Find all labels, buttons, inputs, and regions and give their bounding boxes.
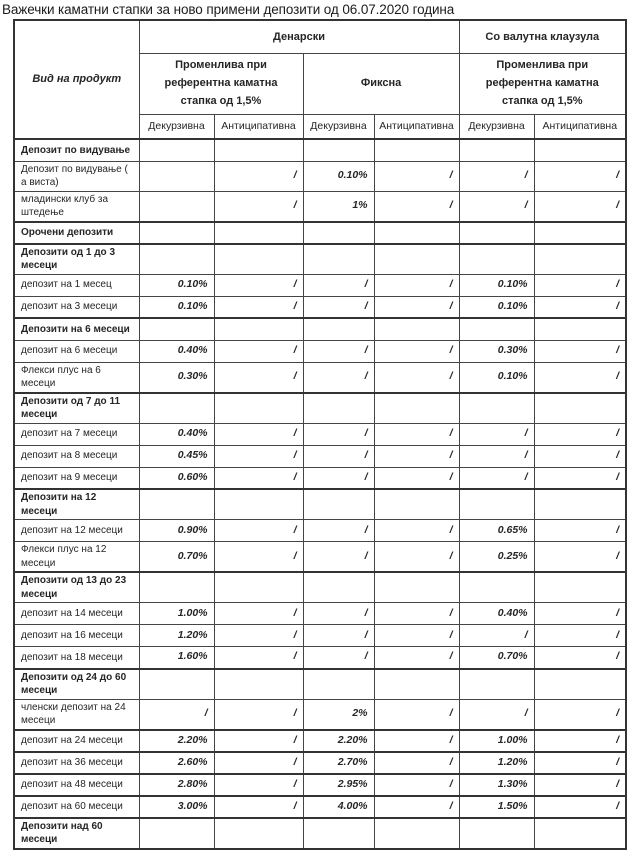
rate-cell: / (534, 796, 626, 818)
rate-cell (214, 669, 303, 700)
product-label: депозит на 24 месеци (14, 730, 139, 752)
section-label: Депозити од 24 до 60 месеци (14, 669, 139, 700)
rate-cell: / (303, 625, 374, 647)
section-row (14, 222, 626, 244)
rate-cell (214, 489, 303, 520)
rate-cell: / (534, 603, 626, 625)
rate-cell (139, 191, 214, 222)
rate-cell: / (459, 467, 534, 489)
rate-cell: 0.40% (139, 423, 214, 445)
rate-cell (459, 669, 534, 700)
rate-cell: / (374, 752, 459, 774)
rate-cell: / (214, 296, 303, 318)
product-label: депозит на 6 месеци (14, 340, 139, 362)
rate-cell (534, 222, 626, 244)
rate-cell: 3.00% (139, 796, 214, 818)
rate-cell (534, 139, 626, 161)
rate-cell: / (534, 274, 626, 296)
rate-cell: / (303, 274, 374, 296)
table-row (14, 647, 626, 669)
table-row (14, 362, 626, 393)
rate-cell: / (374, 796, 459, 818)
subgroup-header-variable-currency: Променлива при референтна каматна стапка од 1,5% (459, 54, 626, 115)
table-row (14, 296, 626, 318)
rate-cell: / (214, 362, 303, 393)
table-row (14, 191, 626, 222)
rate-cell: 1% (303, 191, 374, 222)
page-title: Важечки каматни стапки за ново примени депозити од 06.07.2020 година (2, 2, 455, 17)
product-label: депозит на 8 месеци (14, 445, 139, 467)
section-row (14, 244, 626, 275)
rate-cell: 0.40% (459, 603, 534, 625)
product-label: депозит на 18 месеци (14, 647, 139, 669)
section-label: Депозити на 12 месеци (14, 489, 139, 520)
section-label: Депозити од 13 до 23 месеци (14, 572, 139, 603)
rate-cell (459, 139, 534, 161)
rate-cell: 2.80% (139, 774, 214, 796)
rate-cell: / (303, 603, 374, 625)
rate-cell: / (374, 699, 459, 730)
rate-cell (374, 818, 459, 849)
rate-cell: 2.70% (303, 752, 374, 774)
product-label: депозит на 1 месец (14, 274, 139, 296)
rate-cell: / (303, 467, 374, 489)
rate-cell: / (534, 774, 626, 796)
rate-cell (214, 222, 303, 244)
rate-cell: 1.50% (459, 796, 534, 818)
rate-cell: 0.10% (459, 362, 534, 393)
rate-cell (303, 669, 374, 700)
table-row (14, 520, 626, 542)
product-column-header: Вид на продукт (14, 20, 139, 139)
rate-table-body (14, 139, 626, 849)
rate-cell (374, 393, 459, 424)
rate-cell: / (214, 752, 303, 774)
rate-cell: / (374, 362, 459, 393)
rate-cell: 0.70% (459, 647, 534, 669)
rate-cell: / (214, 445, 303, 467)
rate-cell (374, 669, 459, 700)
rate-cell: / (534, 542, 626, 573)
rate-cell (139, 393, 214, 424)
product-label: Флекси плус на 6 месеци (14, 362, 139, 393)
rate-cell: 0.60% (139, 467, 214, 489)
table-row (14, 774, 626, 796)
rate-cell: / (374, 340, 459, 362)
rate-cell: / (214, 699, 303, 730)
group-header-row (14, 20, 626, 54)
rate-cell: / (374, 542, 459, 573)
rate-cell: / (214, 423, 303, 445)
product-label: Флекси плус на 12 месеци (14, 542, 139, 573)
rate-cell: 0.65% (459, 520, 534, 542)
section-row (14, 318, 626, 340)
rate-cell: 1.00% (139, 603, 214, 625)
rate-cell (214, 139, 303, 161)
rate-cell (303, 572, 374, 603)
rate-cell: / (459, 423, 534, 445)
rate-cell (459, 244, 534, 275)
rate-cell: / (214, 520, 303, 542)
rate-cell: / (303, 296, 374, 318)
rate-cell: 0.10% (303, 161, 374, 191)
rate-cell: / (534, 296, 626, 318)
rate-cell (139, 318, 214, 340)
rate-cell: / (459, 699, 534, 730)
rate-cell (139, 572, 214, 603)
rate-cell (214, 818, 303, 849)
rate-cell (374, 139, 459, 161)
rate-cell (374, 244, 459, 275)
rate-cell: / (303, 647, 374, 669)
table-row (14, 603, 626, 625)
rate-type-header: Декурзивна (303, 115, 374, 140)
rate-cell: 2% (303, 699, 374, 730)
section-row (14, 489, 626, 520)
section-row (14, 572, 626, 603)
rate-cell (139, 222, 214, 244)
rate-cell (534, 318, 626, 340)
group-header-denar: Денарски (139, 20, 459, 54)
rate-cell: / (459, 161, 534, 191)
rate-cell: / (374, 520, 459, 542)
rate-cell: 2.20% (303, 730, 374, 752)
rate-cell: / (459, 445, 534, 467)
rate-cell: / (214, 161, 303, 191)
rate-cell (374, 318, 459, 340)
rate-type-header: Антиципативна (374, 115, 459, 140)
rate-cell (139, 818, 214, 849)
table-row (14, 340, 626, 362)
rate-cell: / (214, 467, 303, 489)
rate-cell: 4.00% (303, 796, 374, 818)
rate-cell (534, 244, 626, 275)
table-row (14, 625, 626, 647)
interest-rates-table (13, 19, 627, 850)
rate-cell (459, 572, 534, 603)
rate-type-header: Антиципативна (534, 115, 626, 140)
rate-cell: / (534, 362, 626, 393)
table-row (14, 752, 626, 774)
rate-cell (303, 318, 374, 340)
rate-cell (459, 393, 534, 424)
rate-cell: / (374, 603, 459, 625)
rate-cell (214, 318, 303, 340)
rate-cell: / (214, 647, 303, 669)
rate-cell (374, 489, 459, 520)
table-row (14, 796, 626, 818)
product-label: депозит на 16 месеци (14, 625, 139, 647)
group-header-currency-clause: Со валутна клаузула (459, 20, 626, 54)
rate-cell (534, 393, 626, 424)
rate-cell (139, 244, 214, 275)
rate-cell: / (214, 191, 303, 222)
rate-cell: / (214, 340, 303, 362)
product-label: депозит на 36 месеци (14, 752, 139, 774)
rate-cell (534, 572, 626, 603)
rate-cell: 2.20% (139, 730, 214, 752)
rate-cell: / (374, 423, 459, 445)
table-row (14, 423, 626, 445)
product-label: депозит на 14 месеци (14, 603, 139, 625)
rate-cell: 2.60% (139, 752, 214, 774)
table-row (14, 730, 626, 752)
rate-cell (139, 139, 214, 161)
rate-cell (139, 669, 214, 700)
rate-cell: 0.10% (139, 296, 214, 318)
rate-cell: / (534, 467, 626, 489)
section-row (14, 818, 626, 849)
rate-cell: / (534, 647, 626, 669)
rate-cell (303, 393, 374, 424)
rate-cell (303, 139, 374, 161)
rate-cell: 0.45% (139, 445, 214, 467)
rate-cell: 1.20% (459, 752, 534, 774)
rate-cell: 1.00% (459, 730, 534, 752)
rate-cell (534, 489, 626, 520)
rate-cell: / (214, 774, 303, 796)
rate-cell (459, 489, 534, 520)
table-row (14, 274, 626, 296)
section-label: Депозити на 6 месеци (14, 318, 139, 340)
rate-cell: / (534, 625, 626, 647)
rate-cell (303, 244, 374, 275)
rate-cell (534, 818, 626, 849)
table-header (14, 20, 626, 139)
rate-cell (303, 489, 374, 520)
table-row (14, 542, 626, 573)
rate-cell: / (214, 730, 303, 752)
rate-cell: / (214, 274, 303, 296)
rate-cell (459, 318, 534, 340)
product-label: депозит на 60 месеци (14, 796, 139, 818)
rate-cell: 0.10% (139, 274, 214, 296)
rate-cell: / (374, 296, 459, 318)
rate-cell: / (214, 796, 303, 818)
product-label: депозит на 7 месеци (14, 423, 139, 445)
rate-cell: 0.90% (139, 520, 214, 542)
rate-cell: / (534, 161, 626, 191)
product-label: членски депозит на 24 месеци (14, 699, 139, 730)
product-label: депозит на 12 месеци (14, 520, 139, 542)
rate-cell: / (303, 362, 374, 393)
rate-cell (534, 669, 626, 700)
rate-cell: / (303, 542, 374, 573)
product-label: депозит на 9 месеци (14, 467, 139, 489)
product-label: Депозит по видување ( а виста) (14, 161, 139, 191)
rate-cell (303, 818, 374, 849)
rate-cell: / (534, 699, 626, 730)
rate-cell (459, 222, 534, 244)
rate-cell: / (374, 445, 459, 467)
section-label: Депозит по видување (14, 139, 139, 161)
rate-cell (214, 393, 303, 424)
rate-cell: / (303, 423, 374, 445)
rate-cell: 1.30% (459, 774, 534, 796)
product-label: младински клуб за штедење (14, 191, 139, 222)
rate-cell (459, 818, 534, 849)
section-label: Депозити од 7 до 11 месеци (14, 393, 139, 424)
rate-cell: / (214, 625, 303, 647)
rate-cell: 1.20% (139, 625, 214, 647)
rate-cell: / (374, 274, 459, 296)
rate-cell: / (534, 191, 626, 222)
section-row (14, 139, 626, 161)
rate-cell: 1.60% (139, 647, 214, 669)
rate-cell: / (374, 625, 459, 647)
section-label: Депозити од 1 до 3 месеци (14, 244, 139, 275)
rate-cell (374, 572, 459, 603)
rate-cell: 2.95% (303, 774, 374, 796)
rate-cell (214, 572, 303, 603)
table-row (14, 445, 626, 467)
rate-cell: / (534, 752, 626, 774)
section-row (14, 393, 626, 424)
rate-cell (139, 161, 214, 191)
rate-cell: 0.10% (459, 274, 534, 296)
rate-type-header: Декурзивна (459, 115, 534, 140)
product-label: депозит на 3 месеци (14, 296, 139, 318)
rate-cell: / (303, 445, 374, 467)
rate-cell (214, 244, 303, 275)
rate-type-header: Антиципативна (214, 115, 303, 140)
rate-cell: 0.40% (139, 340, 214, 362)
table-row (14, 161, 626, 191)
rate-cell: / (374, 730, 459, 752)
rate-cell (139, 489, 214, 520)
rate-cell: / (459, 625, 534, 647)
section-label: Орочени депозити (14, 222, 139, 244)
rate-cell: / (374, 467, 459, 489)
rate-cell: / (214, 603, 303, 625)
rate-cell: / (534, 340, 626, 362)
subgroup-header-fixed: Фиксна (303, 54, 459, 115)
rate-cell: 0.25% (459, 542, 534, 573)
section-row (14, 669, 626, 700)
rate-cell: / (459, 191, 534, 222)
rate-cell: 0.30% (459, 340, 534, 362)
table-row (14, 467, 626, 489)
rate-type-header: Декурзивна (139, 115, 214, 140)
rate-cell (303, 222, 374, 244)
rate-cell: / (139, 699, 214, 730)
rate-cell: / (534, 520, 626, 542)
table-row (14, 699, 626, 730)
rate-cell: / (214, 542, 303, 573)
rate-cell: / (374, 647, 459, 669)
product-label: депозит на 48 месеци (14, 774, 139, 796)
rate-cell (374, 222, 459, 244)
rate-cell: / (303, 520, 374, 542)
section-label: Депозити над 60 месеци (14, 818, 139, 849)
rate-cell: / (303, 340, 374, 362)
rate-cell: / (534, 730, 626, 752)
rate-cell: 0.10% (459, 296, 534, 318)
rate-cell: / (534, 445, 626, 467)
rate-cell: 0.70% (139, 542, 214, 573)
rate-cell: / (374, 774, 459, 796)
rate-cell: / (534, 423, 626, 445)
rate-cell: / (374, 191, 459, 222)
subgroup-header-variable-denar: Променлива при референтна каматна стапка од 1,5% (139, 54, 303, 115)
rate-cell: 0.30% (139, 362, 214, 393)
rate-cell: / (374, 161, 459, 191)
